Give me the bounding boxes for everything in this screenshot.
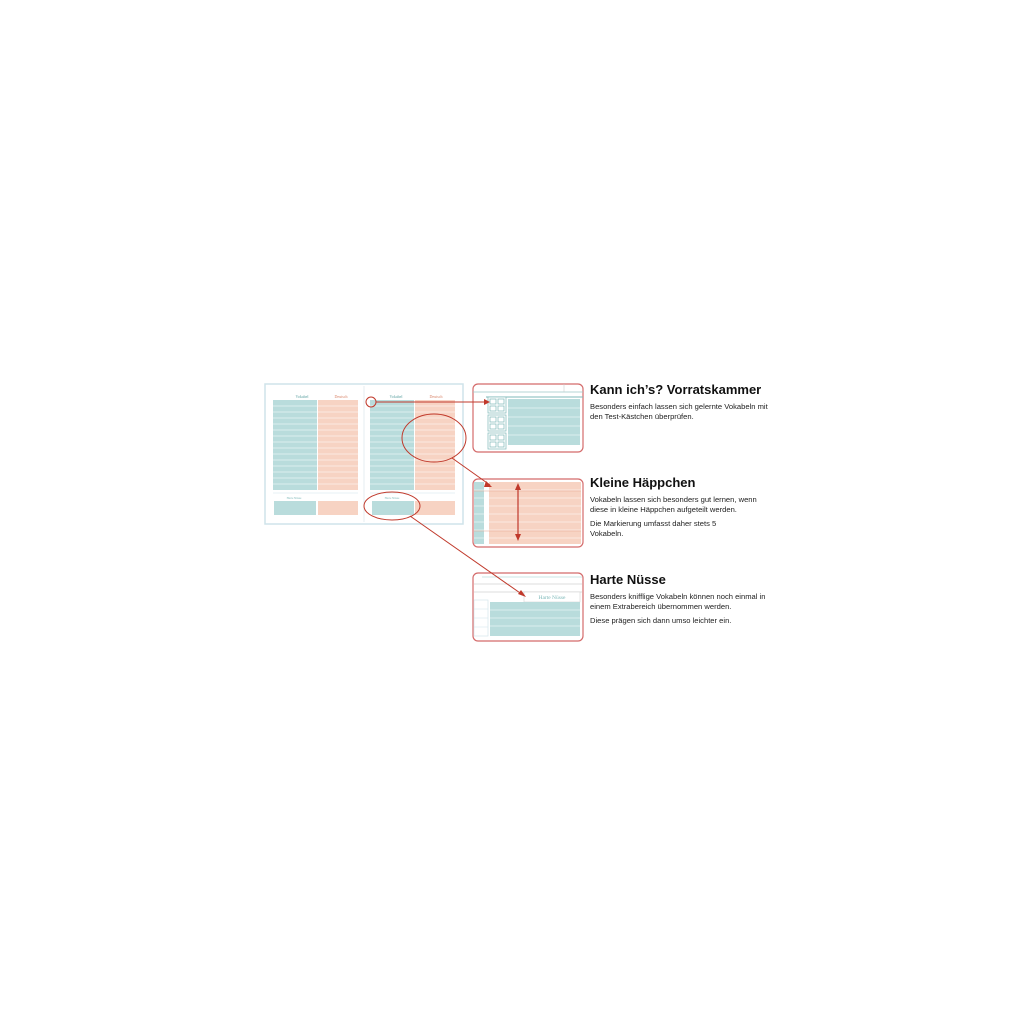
left-box-label: Harte Nüsse (286, 496, 302, 500)
callout-paragraph: Besonders einfach lassen sich gelernte Vokabeln mit den Test-Kästchen überprüfen. (590, 402, 768, 421)
left-col1-header: Vokabel (295, 394, 309, 399)
left-col2-header: Deutsch (334, 394, 348, 399)
right-box-label: Harte Nüsse (384, 496, 400, 500)
arrow-small-bites (452, 458, 490, 485)
callout-text-hard-nuts (590, 592, 766, 631)
right-col2-header: Deutsch (429, 394, 443, 399)
highlight-circle-test-boxes (366, 397, 376, 407)
callout-text-test-boxes (590, 402, 770, 426)
arrow-hard-nuts (410, 516, 523, 595)
callout-paragraph: Diese prägen sich dann umso leichter ein. (590, 616, 732, 626)
inset-hard-nuts-label: Harte Nüsse (538, 595, 566, 601)
callout-paragraph: Besonders knifflige Vokabeln können noch einmal in einem Extrabereich übernommen werden. (590, 592, 766, 611)
callout-paragraph: Die Markierung umfasst daher stets 5 Vokabeln. (590, 519, 717, 538)
highlight-ellipse-small-bites (402, 414, 466, 462)
callout-text-small-bites (590, 495, 762, 543)
callout-title-small-bites: Kleine Häppchen (590, 475, 696, 490)
right-col1-header: Vokabel (389, 394, 403, 399)
highlight-ellipse-hard-nuts (364, 492, 420, 520)
callout-title-test-boxes: Kann ich’s? Vorratskammer (590, 382, 762, 397)
callout-paragraph: Vokabeln lassen sich besonders gut lernen, wenn diese in kleine Häppchen aufgeteilt werden. (590, 495, 757, 514)
arrowheads (484, 399, 526, 597)
callout-title-hard-nuts: Harte Nüsse (590, 572, 666, 587)
